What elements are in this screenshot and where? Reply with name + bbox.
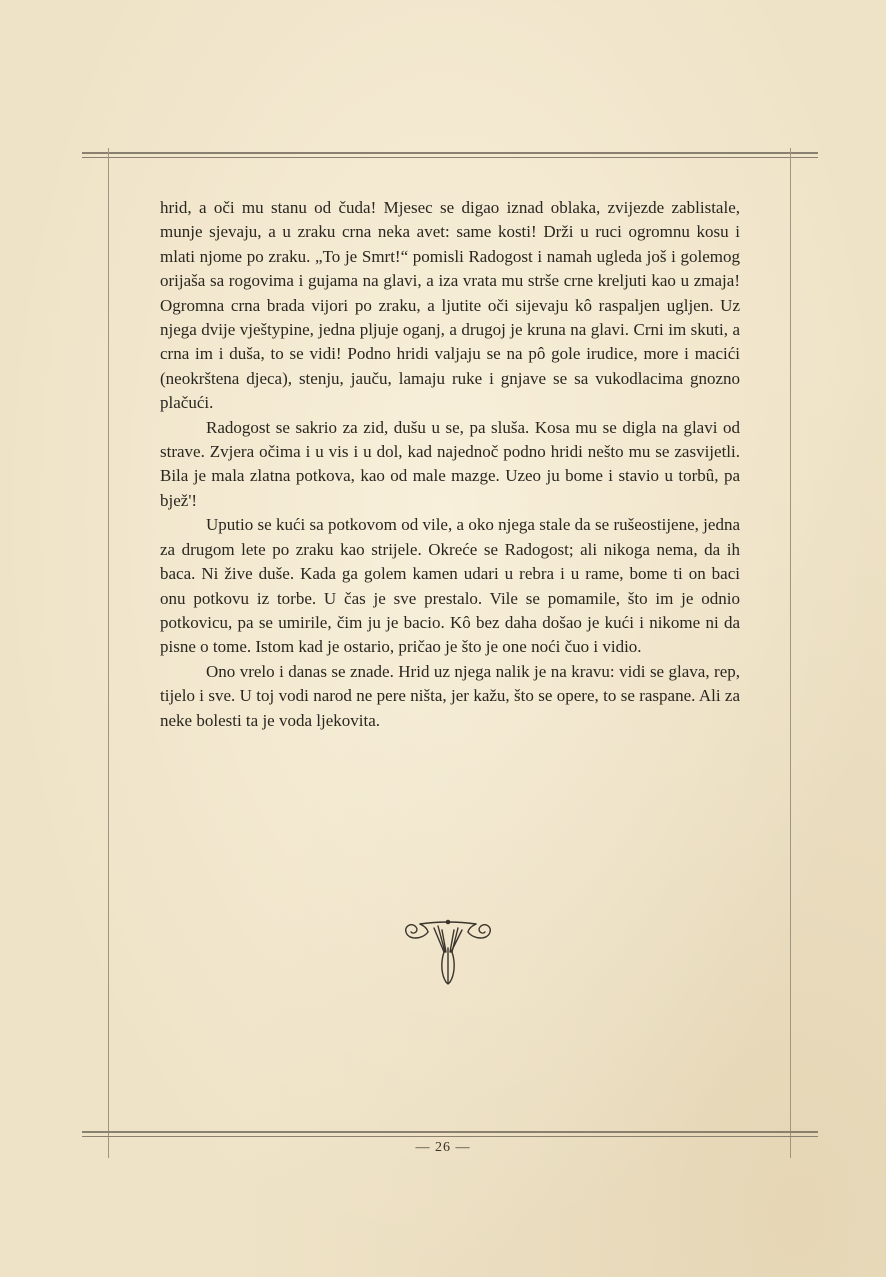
decorative-ornament-icon bbox=[398, 918, 498, 986]
top-rule bbox=[82, 152, 818, 154]
paragraph: Radogost se sakrio za zid, dušu u se, pa sluša. Kosa mu se digla na glavi od strave. Zvjera očima i u vis i u dol, kad najednoč podno hridi nešto mu se zasvijetli. Bila je mala zlatna potkova, kao od male mazge. Uzeo ju bome i stavio u torbû, pa bjež'! bbox=[160, 417, 740, 510]
paragraph: hrid, a oči mu stanu od čuda! Mjesec se digao iznad oblaka, zvijezde zablistale, munje sjevaju, a u zraku crna neka avet: same kosti! Drži u ruci ogromnu kosu i mlati njome po zraku. „To je Smrt!“ pomisli Radogost i namah ugleda još i golemog orijaša sa rogovima i gujama na glavi, a iza vrata mu strše crne kreljuti kao u zmaja! Ogromna crna brada vijori po zraku, a ljutite oči sijevaju kô raspaljen ugljen. Uz njega dvije vještурine, jedna pljuje oganj, a drugoj je kruna na glavi. Crni im skuti, a crna im i duša, to se vidi! Podno hridi valjaju se na pô gole irudice, more i macići (neokrštena djeca), stenju, jauču, lamaju ruke i gnjave se sa vukodlacima gnozno plačući. bbox=[160, 198, 740, 413]
paragraph: Uputio se kući sa potkovom od vile, a oko njega stale da se rušeostijene, jedna za drugom lete po zraku kao strijele. Okreće se Radogost; ali nikoga nema, da ih baca. Ni žive duše. Kada ga golem kamen udari u rebra i u rame, bome ti on baci onu potkovu iz torbe. U čas je sve prestalo. Vile se pomamile, što im je odnio potkovicu, pa se umirile, čim ju je bacio. Kô bez daha došao je kući i nikome ni da pisne o tome. Istom kad je ostario, pričao je što je one noći čuo i vidio. bbox=[160, 515, 740, 657]
left-rule bbox=[108, 148, 109, 1158]
right-rule bbox=[790, 148, 791, 1158]
paragraph: Ono vrelo i danas se znade. Hrid uz njega nalik je na kravu: vidi se glava, rep, tijelo i sve. U toj vodi narod ne pere ništa, jer kažu, što se opere, to se raspane. Ali za neke bolesti ta je voda ljekovita. bbox=[160, 661, 740, 730]
page-number: — 26 — bbox=[415, 1140, 471, 1155]
bottom-rule bbox=[82, 1131, 818, 1133]
bottom-rule-thin bbox=[82, 1136, 818, 1137]
body-text bbox=[160, 196, 740, 733]
top-rule-thin bbox=[82, 157, 818, 158]
